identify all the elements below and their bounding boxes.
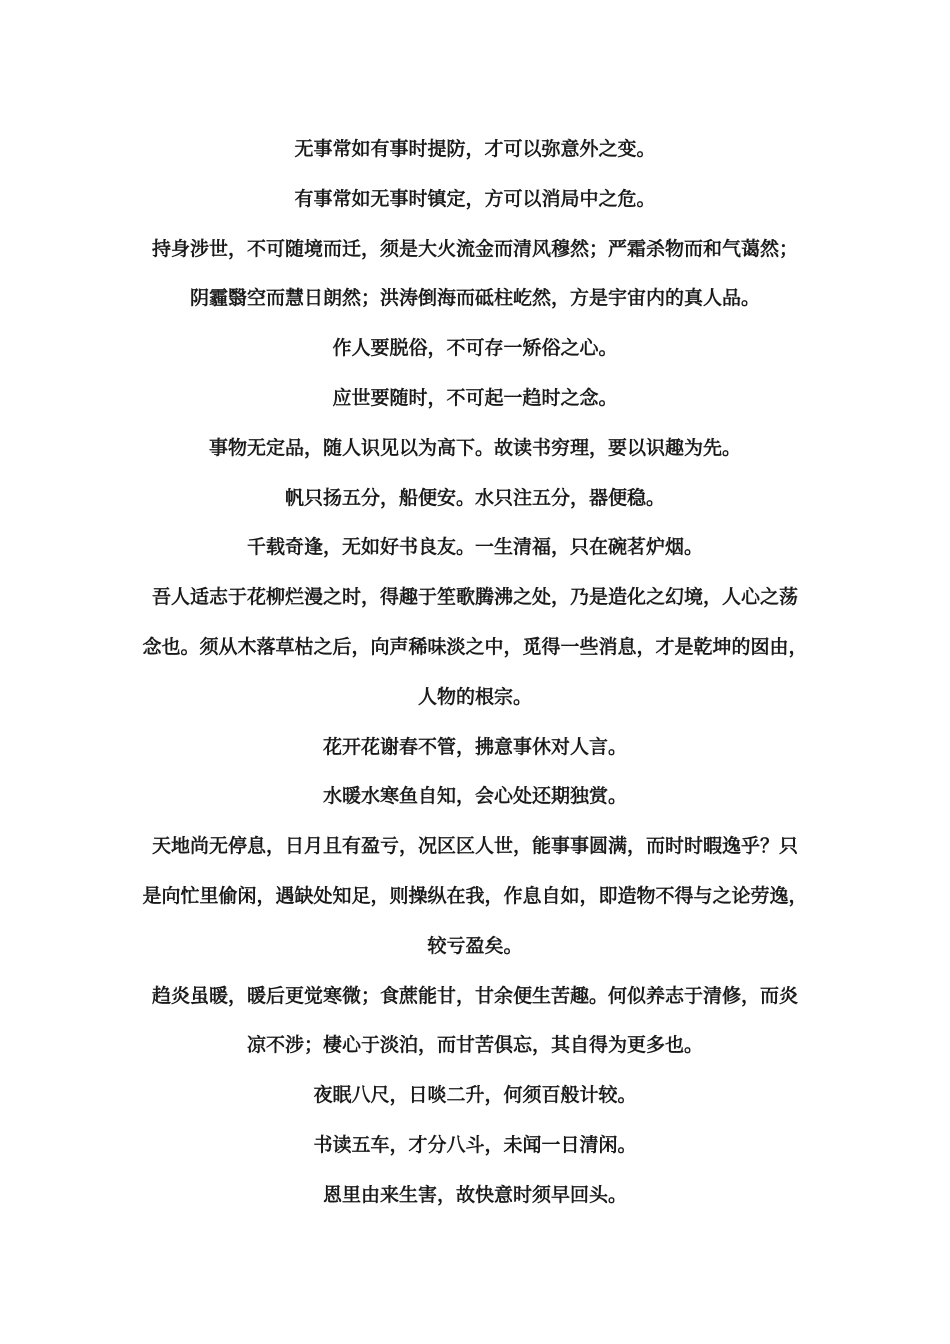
text-line: 事物无定品，随人识见以为高下。故读书穷理，要以识趣为先。	[208, 436, 741, 459]
text-line: 是向忙里偷闲，遇缺处知足，则操纵在我，作息自如，即造物不得与之论劳逸，	[142, 884, 808, 907]
text-line: 人物的根宗。	[417, 685, 532, 708]
text-line: 持身涉世，不可随境而迁，须是大火流金而清风穆然；严霜杀物而和气蔼然；	[151, 237, 798, 260]
document-body	[0, 125, 950, 1221]
text-line: 有事常如无事时镇定，方可以消局中之危。	[294, 187, 656, 210]
text-line: 天地尚无停息，日月且有盈亏，况区区人世，能事事圆满，而时时暇逸乎？只	[151, 835, 798, 858]
text-line: 水暖水寒鱼自知，会心处还期独赏。	[322, 785, 627, 808]
text-line: 夜眠八尺，日啖二升，何须百般计较。	[313, 1084, 637, 1107]
text-line: 帆只扬五分，船便安。水只注五分，器便稳。	[284, 486, 665, 509]
text-line: 花开花谢春不管，拂意事休对人言。	[322, 735, 627, 758]
text-line: 千载奇逢，无如好书良友。一生清福，只在碗茗炉烟。	[246, 536, 703, 559]
text-line: 无事常如有事时提防，才可以弥意外之变。	[294, 138, 656, 160]
text-line: 阴霾翳空而慧日朗然；洪涛倒海而砥柱屹然，方是宇宙内的真人品。	[189, 287, 760, 310]
text-line: 应世要随时，不可起一趋时之念。	[332, 386, 618, 409]
text-line: 恩里由来生害，故快意时须早回头。	[322, 1183, 627, 1206]
text-line: 吾人适志于花柳烂漫之时，得趣于笙歌腾沸之处，乃是造化之幻境，人心之荡	[151, 586, 798, 609]
text-line: 较亏盈矣。	[427, 934, 523, 957]
text-line: 书读五车，才分八斗，未闻一日清闲。	[313, 1133, 637, 1156]
text-line: 凉不涉；棲心于淡泊，而甘苦俱忘，其自得为更多也。	[246, 1034, 703, 1057]
text-line: 作人要脱俗，不可存一矫俗之心。	[332, 337, 618, 360]
text-line: 念也。须从木落草枯之后，向声稀味淡之中，觅得一些消息，才是乾坤的囡由，	[142, 635, 808, 658]
text-line: 趋炎虽暖，暖后更觉寒微；食蔗能甘，甘余便生苦趣。何似养志于清修，而炎	[151, 984, 798, 1007]
